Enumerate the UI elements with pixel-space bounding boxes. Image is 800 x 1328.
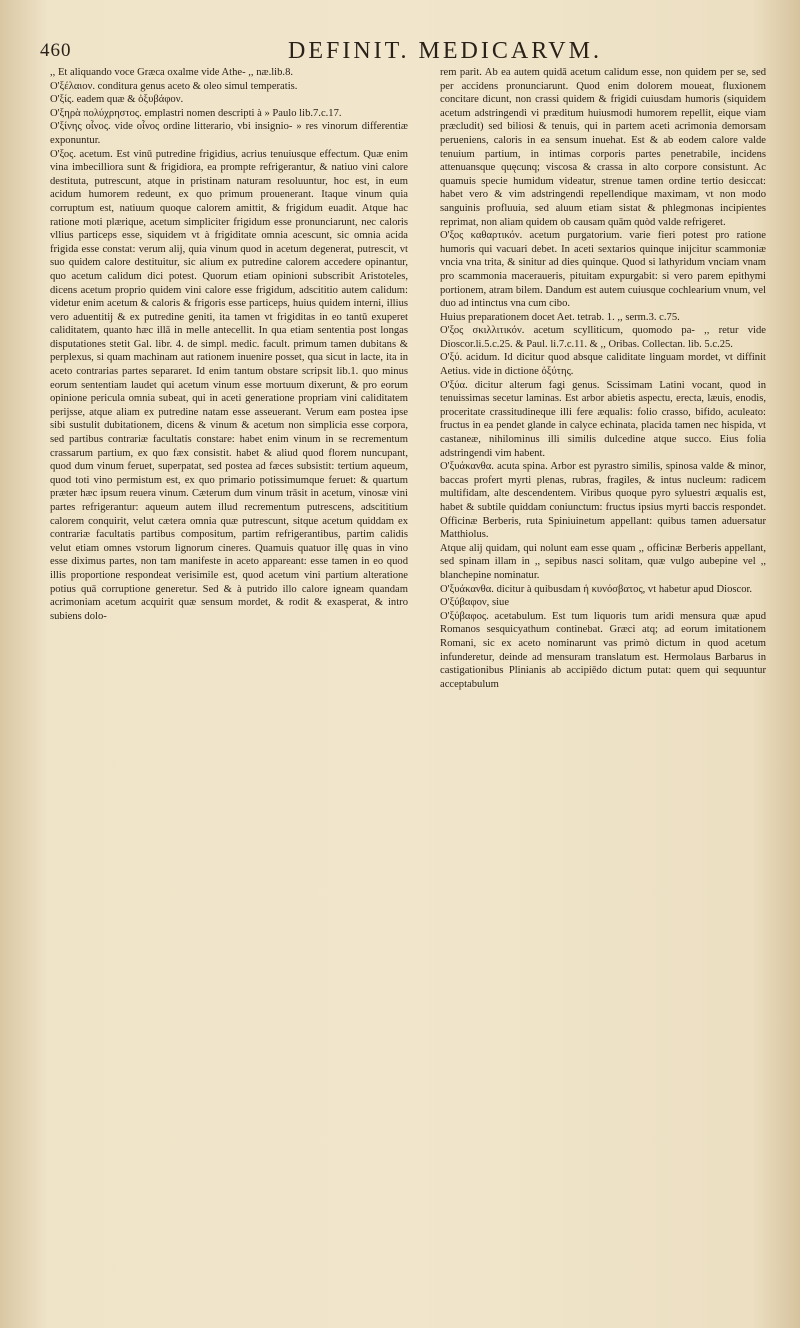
- entry-oxya: Ο'ξύα. dicitur alterum fagi genus. Scissimam Latini vocant, quod in tenuissimas secetur laminas. Est arbor abietis aspectu, erecta, læuis, enodis, proceritate crassitudineque illi fere æqualis: folio crasso, bifido, aculeato: fructus in ea pendet glande in calyce echinata, placida tamen nec hispida, vt castaneæ, nihilominus illi similis dulcedine atque succo. Eius folia adstringendi vim habent.: [440, 379, 766, 459]
- entry-oxines-oinos: Ο'ξίνης οἶνος. vide οἶνος ordine litterario, vbi insignio- » res vinorum differentiæ exponuntur.: [50, 121, 408, 146]
- running-title: DEFINIT. MEDICARVM.: [288, 38, 602, 64]
- entry-oxos-kathartikon: Ο'ξος καθαρτικόν. acetum purgatorium. varie fieri potest pro ratione humoris qui vacuari debet. In aceti sextarios quinque inijcitur scammoniæ vncia vna trita, & sinitur ad dies quinque. Quod si lathyridum vnciam vnam pro scammonia maceraueris, pituitam expurgabit: si vero parem epithymi portionem, atram bilem. Dandum est autem cuiusque cochlearium vnum, vel duo ad intinctus vna cum cibo.: [440, 230, 766, 310]
- entry-acetum-continued: rem parit. Ab ea autem quidā acetum calidum esse, non quidem per se, sed per accidens pronunciarunt. Quod enim dolorem moueat, fluxionem concitare dicunt, non crassi quidem & frigidi cuiusdam humoris (siquidem acetum adstringendi vi præditum huiusmodi humorem repellit, eique viam præcludit) sed biliosi & tenuis, qui in partem aceti acrimonia demorsam perueniens, caloris in ea sensum inuehat. Est & ab eodem calore valde tenuium partium, in intimas corporis partes penetrabile, incidens attenuansque quęcunq; viscosa & crassa in alto corpore consistunt. Ac quamuis specie humidum videatur, strenue tamen ordine tertio desiccat: habet vero & vim adstringendi repellendique maximam, vt non modo sanguinis profluuia, sed aluum etiam sistat & phlegmonas incipientes reprimat, non aliam quidem ob causam quām quòd valde refrigeret.: [440, 67, 766, 228]
- entry-oxybaphos-acetabulum: Ο'ξύβαφος. acetabulum. Est tum liquoris tum aridi mensura quæ apud Romanos sesquicyathum continebat. Græci atq; ad eorum imitationem Romani, sic ex aceto nominarunt vas primò dictum in quod acetum infunderetur, deinde ad mensuram translatum est. Hermolaus Barbarus in castigationibus Plinianis ab accipiēdo dictum putat: quem qui sequuntur acceptabulum: [440, 610, 766, 690]
- entry-oxyakantha: Ο'ξυάκανθα. acuta spina. Arbor est pyrastro similis, spinosa valde & minor, baccas profert myrti plenas, rubras, fragiles, & intus nucleum: radicem multifidam, alte descendentem. Viribus quoque pyro syluestri æqualis est, habet & subtile quiddam coniunctum: fructus ipsius myrti baccis respondet. Officinæ Berberis, ruta Spiniuinetum appellant: quibus tamen aduersatur Matthiolus.: [440, 461, 766, 541]
- page-number: 460: [40, 40, 72, 61]
- entry-oxera-polychrestos: Ο'ξηρὰ πολύχρηστος. emplastri nomen descripti à » Paulo lib.7.c.17.: [50, 107, 342, 119]
- entry-oxyakantha-kynosbatos: Ο'ξυάκανθα. dicitur à quibusdam ἡ κυνόσβατος, vt habetur apud Dioscor.: [440, 583, 753, 595]
- right-column: [440, 66, 766, 1316]
- entry-oxelaion: Ο'ξέλαιον. conditura genus aceto & oleo simul temperatis.: [50, 80, 298, 92]
- entry-oxy-acidum: Ο'ξύ. acidum. Id dicitur quod absque caliditate linguam mordet, vt diffinit Aetius. vide in dictione ὀξύτης.: [440, 352, 766, 378]
- entry-oxalme: ,, Et aliquando voce Græca oxalme vide Athe- ,, næ.lib.8.: [50, 67, 294, 78]
- entry-oxos-acetum: Ο'ξος. acetum. Est vinū putredine frigidius, acrius tenuiusque effectum. Quæ enim vina imbecilliora sunt & frigidiora, ea prompte refrigerantur, & natiuo vini calore destituta, putrescunt, atque in pristinam naturam resoluuntur, hoc est, in eum acidum humorem redeunt, ex quo primum prouenerant. Itaque vinum quia corruptum est, natiuum quoque calorem amittit, & frigidum euadit. Atque hac ratione moti plærique, acetum simpliciter frigidum esse pronunciarunt, nec caloris vllius particeps esse, siquidem vt à frigiditate omnia acescunt, sic omnia acida frigida esse constat: verum alij, quia vinum quod in acetum degenerat, putrescit, vt suo quidem calore destituitur, sic alium ex putredine calorem accedere opinantur, quo acetum calidum dici potest. Quorum etiam opinioni subscribit Aristoteles, dicens acetum proprio quidem vini calore esse frigidum, adscititio autem calidum: videtur enim acetum & caloris & frigoris esse particeps, huius quidem interni, illius vero aduentitij & ex putredine geniti, ita tamen vt frigiditas in eo tantū exuperet caliditatem, quanto hæc illā in melle antecellit. In qua etiam sententia post longas disputationes stetit Gal. libr. 4. de simpl. medic. facult. primum tamen dubitans & perplexus, si quam machinam aut rationem inuenire posset, qua sicut in lacte, ita in aceto contrarias partes separaret. Id enim tantum obstare scripsit lib.1. quo minus eorum sententiam laudet qui acetum vinum esse mortuum dixerunt, & pro eorum opinione pericula omnia subeat, qui in aceti generatione propriam vini caliditatem perijsse, atque aliam ex putredine natam esse asseuerant. Verum eam postea ipse sibi sustulit dubitationem, dicens & vinum & acetum non simplicia esse corpora, sed partibus contrariæ facultatis constare: habet enim vinum in se recrementum crassarum partium, ex quo fæx consistit. habet & aliud quod florem nuncupant, quod dum vinum feruet, superpatat, sed postea ad fæces subsistit: tertium aqueum, quod toti vino permistum est, ex quo primario potissimumque feruet: & quartum præter hæc ipsum reuera vinum. Cæterum dum vinum trāsit in acetum, vinosæ vini partes refrigerantur: aqueum autem illud recrementum putrescens, adscititium calorem conquirit, velut cætera omnia quæ putrescunt, sitque acetum quiddam ex contrariæ facultatis partibus compositum, partim refrigerantibus, partim calidis velut etiam omnes vstorum lignorum cineres. Quamuis quatuor illę quas in vino esse diximus partes, non tam manifeste in aceto appareant: esse tamen in eo quod illis proportione respondeat verisimile est, quod acetum vini partium alteratione potius quā corruptione generetur. Sed & à putrido illo calore igneam quandam acrimoniam acetum acquirit quæ sensum mordet, & rodit & exasperat, & intro subiens dolo-: [50, 148, 408, 622]
- page-header: [0, 38, 800, 66]
- left-column: [50, 66, 408, 1316]
- entry-oxyakantha-note: Atque alij quidam, qui nolunt eam esse quam ,, officinæ Berberis appellant, sed spinam illam in ,, sepibus nasci solitam, quæ vulgo aubepine vel ,, blanchepine nominatur.: [440, 542, 766, 581]
- entry-oxis: Ο'ξίς. eadem quæ & ὀξυβάφον.: [50, 94, 184, 106]
- entry-oxos-skillitikon: Ο'ξος σκιλλιτικόν. acetum scylliticum, quomodo pa- ,, retur vide Dioscor.li.5.c.25. & Paul. li.7.c.11. & ,, Oribas. Collectan. lib. 5.c.25.: [440, 325, 766, 350]
- entry-oxybaphon: Ο'ξύβαφον, siue: [440, 597, 510, 609]
- entry-aetius-reference: Huius preparationem docet Aet. tetrab. 1. ,, serm.3. c.75.: [440, 311, 680, 323]
